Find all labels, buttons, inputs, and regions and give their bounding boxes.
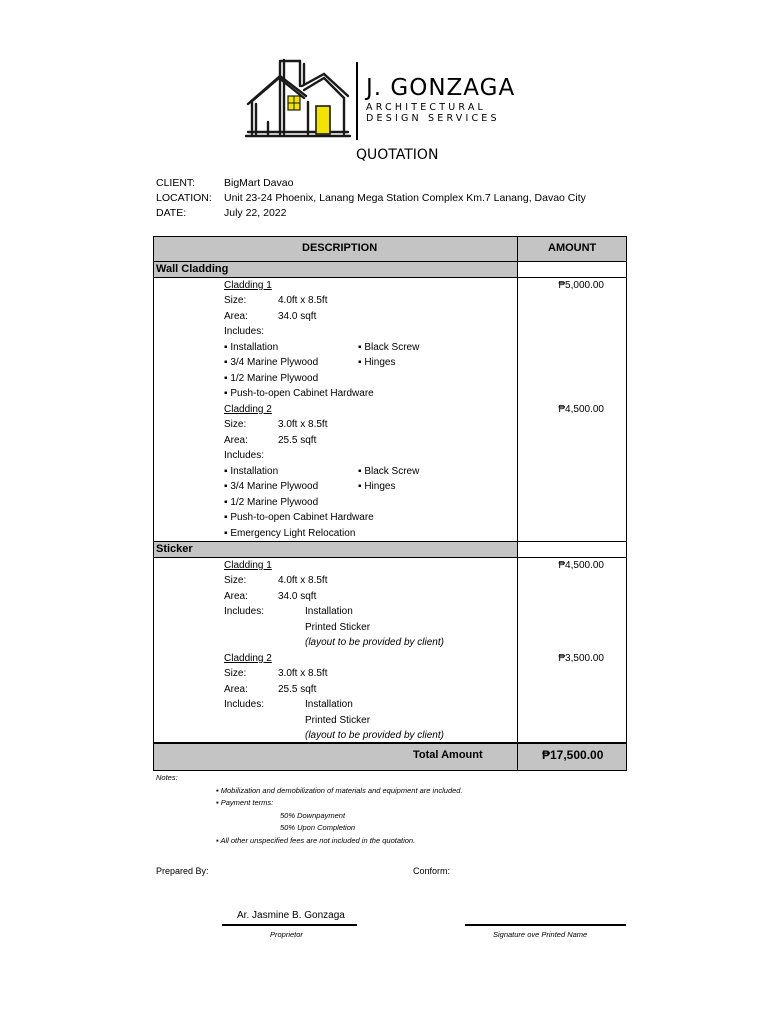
house-sketch-logo-icon [244,56,352,142]
prepared-by-label: Prepared By: [156,866,209,876]
date-value: July 22, 2022 [224,207,287,219]
client-value: BigMart Davao [224,177,294,189]
preparer-name: Ar. Jasmine B. Gonzaga [237,910,345,921]
include-note: (layout to be provided by client) [305,730,444,741]
document-title: QUOTATION [356,147,439,163]
include-item: ▪ Hinges [358,481,396,492]
logo-divider [356,62,358,140]
note-line: 50% Upon Completion [280,823,356,832]
area-value: 34.0 sqft [278,591,317,602]
include-item: ▪ Installation [224,466,279,477]
area-value: 25.5 sqft [278,435,317,446]
note-line: ▪ Mobilization and demobilization of materials and equipment are included. [216,786,463,795]
include-item: ▪ Installation [224,342,279,353]
date-label: DATE: [156,207,187,219]
area-value: 34.0 sqft [278,311,317,322]
size-value: 4.0ft x 8.5ft [278,575,328,586]
location-value: Unit 23-24 Phoenix, Lanang Mega Station Complex Km.7 Lanang, Davao City [224,192,586,204]
include-item: ▪ Push-to-open Cabinet Hardware [224,388,374,399]
location-label: LOCATION: [156,192,212,204]
client-label: CLIENT: [156,177,196,189]
section-title: Sticker [156,543,193,555]
include-item: ▪ 3/4 Marine Plywood [224,357,319,368]
preparer-role: Proprietor [270,930,303,939]
includes-label: Includes: [224,606,265,617]
include-item: Installation [305,699,353,710]
size-label: Size: [224,295,247,306]
table-divider [154,742,626,744]
include-item: ▪ Black Screw [358,342,420,353]
size-value: 3.0ft x 8.5ft [278,419,328,430]
size-value: 3.0ft x 8.5ft [278,668,328,679]
conform-signature-line [465,924,626,926]
item-amount: ₱4,500.00 [558,560,604,571]
item-title: Cladding 2 [224,404,272,415]
size-value: 4.0ft x 8.5ft [278,295,328,306]
include-item: Printed Sticker [305,715,371,726]
item-title: Cladding 1 [224,560,272,571]
table-divider [154,277,626,278]
include-item: ▪ Black Screw [358,466,420,477]
includes-label: Includes: [224,326,265,337]
area-value: 25.5 sqft [278,684,317,695]
area-label: Area: [224,311,248,322]
table-divider [154,541,626,542]
note-line: ▪ All other unspecified fees are not included in the quotation. [216,836,416,845]
includes-label: Includes: [224,450,265,461]
item-amount: ₱3,500.00 [558,653,604,664]
size-label: Size: [224,419,247,430]
company-name: J. GONZAGA [366,75,516,101]
includes-label: Includes: [224,699,265,710]
size-label: Size: [224,668,247,679]
total-amount-label: Total Amount [413,749,483,761]
table-header-divider [154,261,626,262]
column-header-description: DESCRIPTION [302,242,378,254]
item-amount: ₱4,500.00 [558,404,604,415]
area-label: Area: [224,684,248,695]
conform-caption: Signature ove Printed Name [493,930,588,939]
total-amount-value: ₱17,500.00 [542,748,604,762]
preparer-signature-line [222,924,357,926]
include-item: ▪ 3/4 Marine Plywood [224,481,319,492]
company-tagline-line2: DESIGN SERVICES [366,113,500,124]
include-item: ▪ Push-to-open Cabinet Hardware [224,512,374,523]
area-label: Area: [224,591,248,602]
include-item: Installation [305,606,353,617]
notes-label: Notes: [156,773,178,782]
area-label: Area: [224,435,248,446]
note-line: ▪ Payment terms: [216,798,274,807]
section-title: Wall Cladding [156,263,229,275]
include-item: ▪ Hinges [358,357,396,368]
table-divider [154,557,626,558]
note-line: 50% Downpayment [280,811,346,820]
include-item: Printed Sticker [305,622,371,633]
include-note: (layout to be provided by client) [305,637,444,648]
size-label: Size: [224,575,247,586]
item-title: Cladding 1 [224,280,272,291]
table-column-divider [517,237,518,770]
include-item: ▪ 1/2 Marine Plywood [224,373,319,384]
include-item: ▪ 1/2 Marine Plywood [224,497,319,508]
include-item: ▪ Emergency Light Relocation [224,528,356,539]
item-amount: ₱5,000.00 [558,280,604,291]
item-title: Cladding 2 [224,653,272,664]
conform-label: Conform: [413,866,451,876]
column-header-amount: AMOUNT [548,242,597,254]
company-tagline-line1: ARCHITECTURAL [366,102,487,113]
